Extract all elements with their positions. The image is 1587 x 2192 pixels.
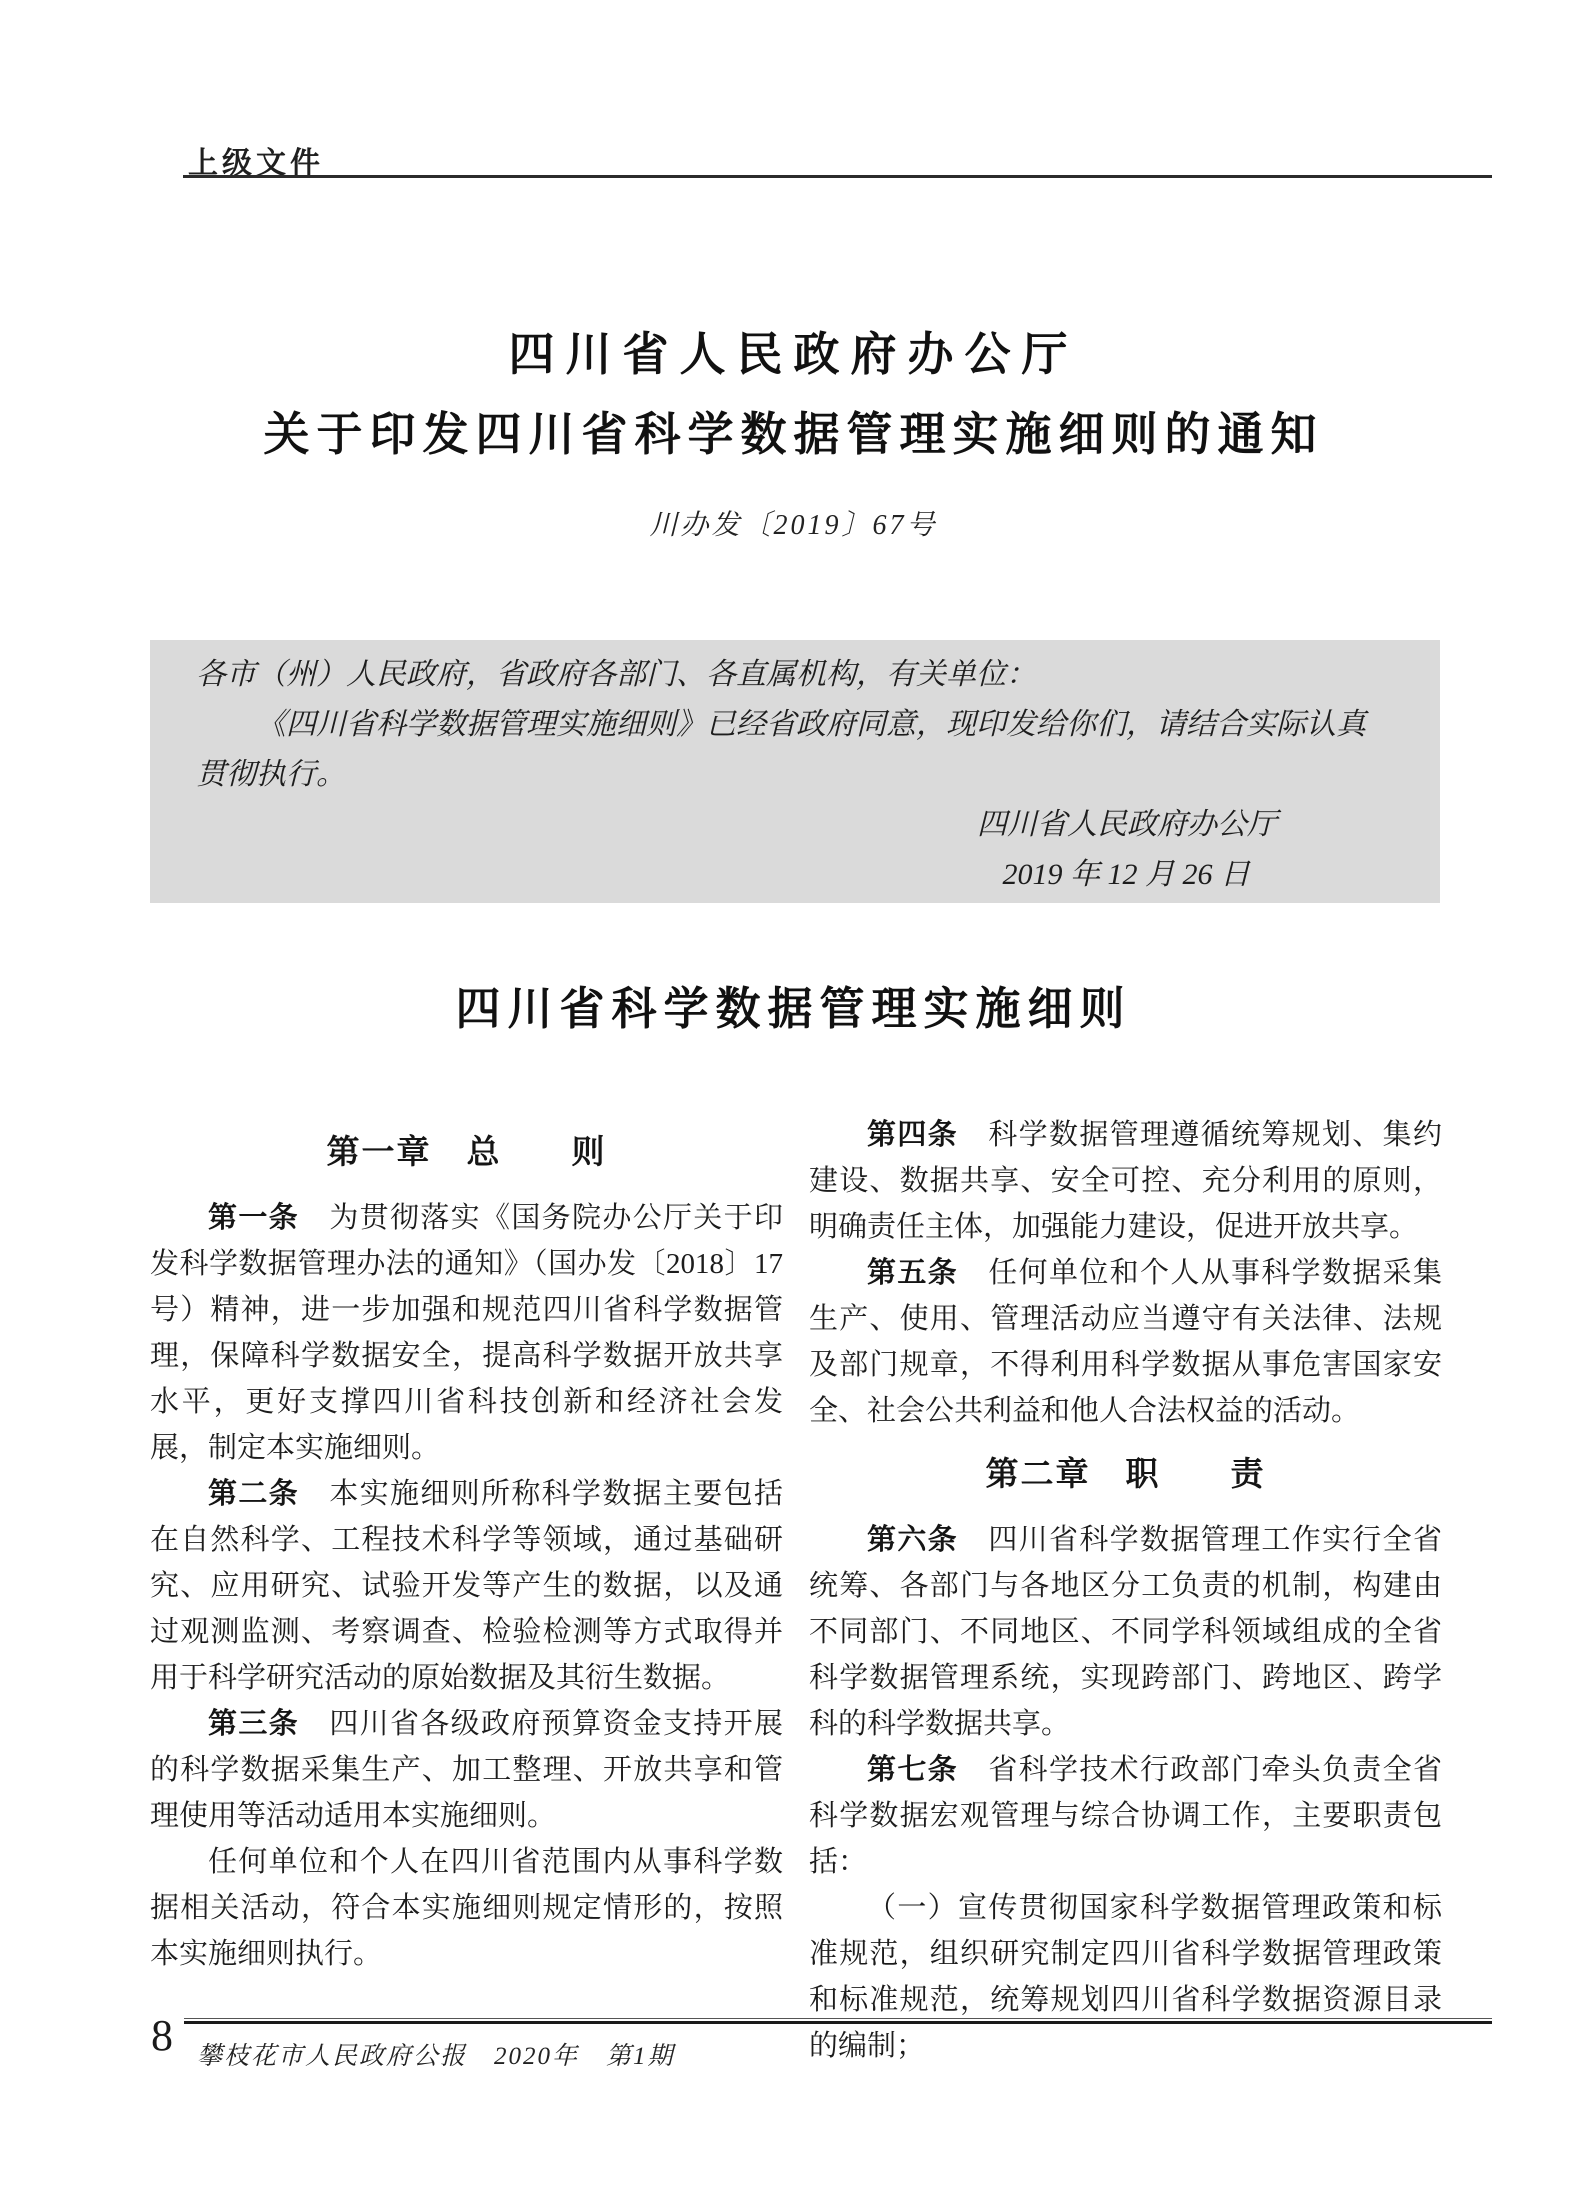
regulation-paragraph: 第七条 省科学技术行政部门牵头负责全省科学数据宏观管理与综合协调工作，主要职责包括： xyxy=(809,1754,1442,1878)
regulation-paragraph: 第一条 为贯彻落实《国务院办公厅关于印发科学数据管理办法的通知》（国办发〔2018〕17号）精神，进一步加强和规范四川省科学数据管理，保障科学数据安全，提高科学数据开放共享水平，更好支撑四川省科技创新和经济社会发展，制定本实施细则。 xyxy=(150,1202,783,1464)
page-header-label: 上级文件 xyxy=(188,147,324,180)
article-number-lead: 第一条 xyxy=(208,1202,299,1234)
article-number-lead: 第七条 xyxy=(867,1754,958,1786)
notice-title-line1: 四川省人民政府办公厅 xyxy=(508,329,1079,380)
footer-journal-title: 攀枝花市人民政府公报 2020年 第1期 xyxy=(197,2043,675,2070)
article-number-lead: 第四条 xyxy=(867,1119,958,1151)
regulation-title: 四川省科学数据管理实施细则 xyxy=(455,984,1132,1034)
notice-box xyxy=(150,640,1440,903)
right-column xyxy=(809,1112,1442,2069)
left-column xyxy=(150,1112,783,2069)
regulation-paragraph: 第三条 四川省各级政府预算资金支持开展的科学数据采集生产、加工整理、开放共享和管理使用等活动适用本实施细则。 xyxy=(150,1708,783,1832)
article-number-lead: 第六条 xyxy=(867,1524,958,1556)
footer-rule xyxy=(184,2018,1492,2024)
notice-title-line2: 关于印发四川省科学数据管理实施细则的通知 xyxy=(263,409,1324,460)
notice-doc-number: 川办发〔2019〕67号 xyxy=(649,510,938,541)
notice-recipients: 各市（州）人民政府，省政府各部门、各直属机构，有关单位： xyxy=(196,658,1036,691)
regulation-paragraph: 第四条 科学数据管理遵循统筹规划、集约建设、数据共享、安全可控、充分利用的原则，明确责任主体，加强能力建设，促进开放共享。 xyxy=(809,1119,1442,1243)
regulation-paragraph: 第六条 四川省科学数据管理工作实行全省统筹、各部门与各地区分工负责的机制，构建由不同部门、不同地区、不同学科领域组成的全省科学数据管理系统，实现跨部门、跨地区、跨学科的科学数据共享。 xyxy=(809,1524,1442,1740)
article-number-lead: 第三条 xyxy=(208,1708,299,1740)
article-number-lead: 第五条 xyxy=(867,1257,958,1289)
regulation-paragraph: （一）宣传贯彻国家科学数据管理政策和标准规范，组织研究制定四川省科学数据管理政策和标准规范，统筹规划四川省科学数据资源目录的编制； xyxy=(809,1892,1442,2062)
regulation-paragraph: 第五条 任何单位和个人从事科学数据采集生产、使用、管理活动应当遵守有关法律、法规及部门规章，不得利用科学数据从事危害国家安全、社会公共利益和他人合法权益的活动。 xyxy=(809,1257,1442,1427)
footer-page-number: 8 xyxy=(151,2011,173,2060)
chapter-heading: 第一章 总 则 xyxy=(326,1133,607,1170)
notice-signer: 四川省人民政府办公厅 xyxy=(977,808,1277,841)
notice-date: 2019 年 12 月 26 日 xyxy=(1002,858,1250,891)
regulation-paragraph: 任何单位和个人在四川省范围内从事科学数据相关活动，符合本实施细则规定情形的，按照本实施细则执行。 xyxy=(150,1846,783,1970)
regulation-paragraph: 第二条 本实施细则所称科学数据主要包括在自然科学、工程技术科学等领域，通过基础研究、应用研究、试验开发等产生的数据，以及通过观测监测、考察调查、检验检测等方式取得并用于科学研究活动的原始数据及其衍生数据。 xyxy=(150,1478,783,1694)
article-number-lead: 第二条 xyxy=(208,1478,299,1510)
header-rule xyxy=(183,175,1492,178)
notice-body: 《四川省科学数据管理实施细则》已经省政府同意，现印发给你们，请结合实际认真贯彻执行。 xyxy=(196,708,1366,791)
regulation-columns xyxy=(150,1112,1442,2069)
chapter-heading: 第二章 职 责 xyxy=(985,1455,1266,1492)
